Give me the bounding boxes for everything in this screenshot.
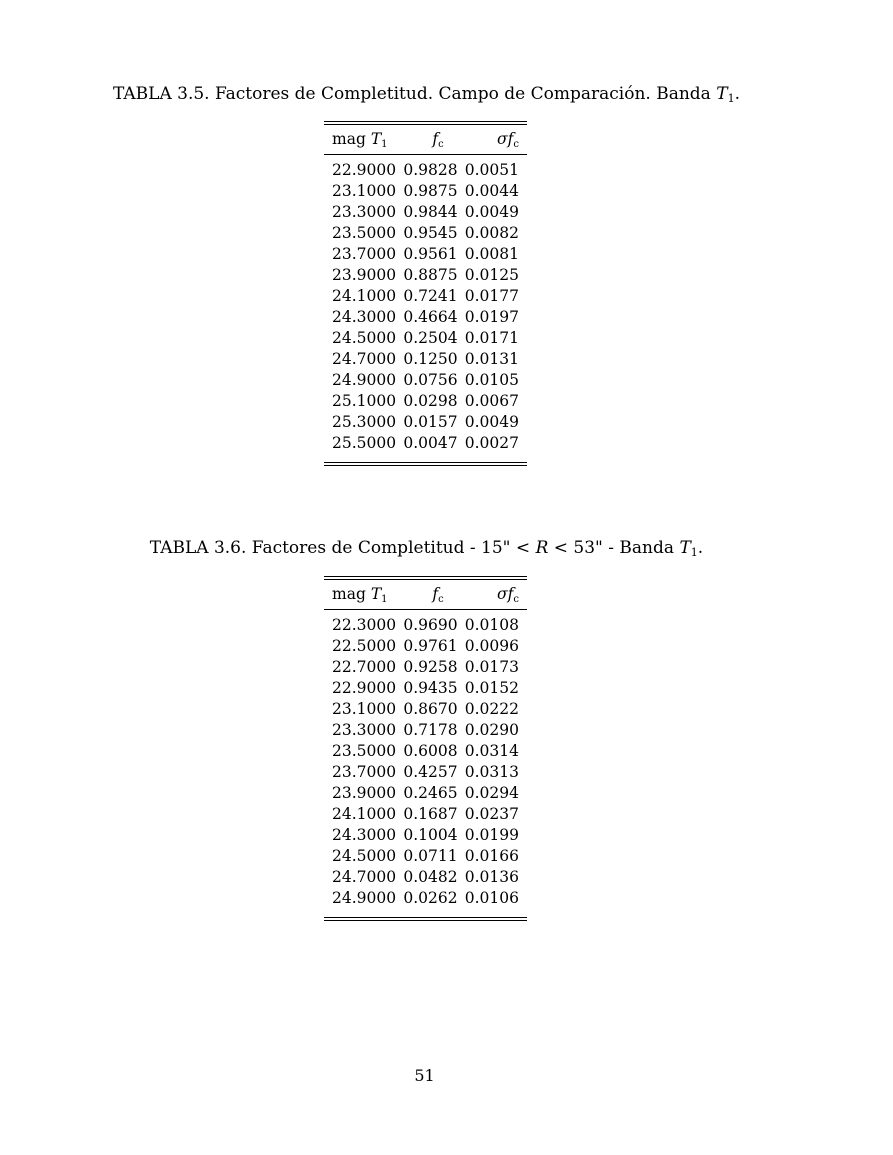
table-row [324, 391, 527, 412]
cell-mag: 23.1000 [332, 700, 397, 718]
table-3-5-band-var: T [716, 84, 728, 104]
table-bottom-rule [324, 462, 527, 466]
cell-sigma-fc: 0.0049 [464, 413, 519, 431]
cell-sigma-fc: 0.0044 [464, 182, 519, 200]
cell-sigma-fc: 0.0049 [464, 203, 519, 221]
cell-fc: 0.6008 [403, 742, 458, 760]
cell-fc: 0.1004 [403, 826, 458, 844]
cell-fc: 0.2465 [403, 784, 458, 802]
page-number: 51 [414, 1066, 435, 1085]
table-row [324, 783, 527, 804]
table-3-5-caption [0, 84, 853, 104]
cell-sigma-fc: 0.0125 [464, 266, 519, 284]
cell-mag: 23.1000 [332, 182, 397, 200]
table-3-6-caption-a: Factores de Completitud - 15" < [251, 538, 531, 558]
cell-mag: 25.1000 [332, 392, 397, 410]
cell-mag: 23.3000 [332, 721, 397, 739]
cell-fc: 0.9875 [403, 182, 458, 200]
table-3-6-caption-b: < 53" - Banda [553, 538, 675, 558]
cell-sigma-fc: 0.0027 [464, 434, 519, 452]
cell-fc: 0.2504 [403, 329, 458, 347]
cell-fc: 0.0047 [403, 434, 458, 452]
table-3-6 [324, 576, 527, 921]
cell-sigma-fc: 0.0290 [464, 721, 519, 739]
cell-sigma-fc: 0.0067 [464, 392, 519, 410]
cell-fc: 0.0262 [403, 889, 458, 907]
cell-mag: 24.9000 [332, 889, 397, 907]
table-3-5-caption-text: Factores de Completitud. Campo de Comparación. Banda [215, 84, 711, 104]
table-3-5-band-sub: 1 [727, 92, 735, 105]
cell-sigma-fc: 0.0081 [464, 245, 519, 263]
table-bottom-rule [324, 917, 527, 921]
cell-sigma-fc: 0.0197 [464, 308, 519, 326]
cell-sigma-fc: 0.0222 [464, 700, 519, 718]
cell-fc: 0.9435 [403, 679, 458, 697]
table-row [324, 181, 527, 202]
cell-sigma-fc: 0.0082 [464, 224, 519, 242]
table-3-6-band-var: T [679, 538, 691, 558]
cell-sigma-fc: 0.0108 [464, 616, 519, 634]
table-3-6-caption-end: . [697, 538, 704, 558]
table-row [324, 307, 527, 328]
cell-mag: 23.3000 [332, 203, 397, 221]
cell-sigma-fc: 0.0237 [464, 805, 519, 823]
table-header-row [324, 580, 527, 609]
cell-mag: 23.9000 [332, 784, 397, 802]
cell-fc: 0.7178 [403, 721, 458, 739]
cell-fc: 0.4664 [403, 308, 458, 326]
cell-mag: 24.3000 [332, 308, 397, 326]
cell-mag: 24.5000 [332, 329, 397, 347]
cell-mag: 22.5000 [332, 637, 397, 655]
table-row [324, 678, 527, 699]
cell-mag: 22.9000 [332, 161, 397, 179]
cell-fc: 0.8670 [403, 700, 458, 718]
table-row [324, 741, 527, 762]
table-row [324, 867, 527, 888]
cell-fc: 0.9844 [403, 203, 458, 221]
cell-mag: 23.7000 [332, 763, 397, 781]
table-row [324, 615, 527, 636]
cell-fc: 0.4257 [403, 763, 458, 781]
table-row [324, 160, 527, 181]
cell-sigma-fc: 0.0314 [464, 742, 519, 760]
header-sigma-fc: $\sigma f_c$ [497, 585, 519, 605]
table-3-6-caption-var: R [535, 538, 549, 558]
cell-sigma-fc: 0.0294 [464, 784, 519, 802]
table-row [324, 888, 527, 909]
cell-mag: 24.1000 [332, 805, 397, 823]
header-fc: $f_c$ [432, 585, 444, 605]
cell-sigma-fc: 0.0177 [464, 287, 519, 305]
table-row [324, 846, 527, 867]
header-fc: $f_c$ [432, 130, 444, 150]
cell-sigma-fc: 0.0105 [464, 371, 519, 389]
cell-fc: 0.9545 [403, 224, 458, 242]
cell-mag: 22.3000 [332, 616, 397, 634]
cell-mag: 22.7000 [332, 658, 397, 676]
table-row [324, 804, 527, 825]
table-row [324, 244, 527, 265]
cell-fc: 0.9561 [403, 245, 458, 263]
cell-mag: 24.7000 [332, 350, 397, 368]
cell-mag: 24.7000 [332, 868, 397, 886]
cell-fc: 0.0756 [403, 371, 458, 389]
table-3-6-label: TABLA 3.6. [149, 538, 247, 558]
cell-mag: 25.5000 [332, 434, 397, 452]
cell-fc: 0.8875 [403, 266, 458, 284]
cell-sigma-fc: 0.0136 [464, 868, 519, 886]
cell-fc: 0.7241 [403, 287, 458, 305]
cell-fc: 0.9761 [403, 637, 458, 655]
cell-sigma-fc: 0.0106 [464, 889, 519, 907]
table-3-6-caption [0, 538, 853, 558]
table-row [324, 202, 527, 223]
cell-sigma-fc: 0.0173 [464, 658, 519, 676]
cell-mag: 25.3000 [332, 413, 397, 431]
cell-mag: 24.1000 [332, 287, 397, 305]
table-3-5 [324, 121, 527, 466]
cell-fc: 0.0157 [403, 413, 458, 431]
table-row [324, 328, 527, 349]
cell-sigma-fc: 0.0096 [464, 637, 519, 655]
cell-sigma-fc: 0.0313 [464, 763, 519, 781]
cell-sigma-fc: 0.0051 [464, 161, 519, 179]
cell-fc: 0.0711 [403, 847, 458, 865]
table-row [324, 412, 527, 433]
cell-sigma-fc: 0.0171 [464, 329, 519, 347]
table-row [324, 433, 527, 454]
cell-fc: 0.0482 [403, 868, 458, 886]
table-row [324, 699, 527, 720]
cell-mag: 22.9000 [332, 679, 397, 697]
cell-mag: 23.5000 [332, 742, 397, 760]
table-row [324, 636, 527, 657]
table-row [324, 223, 527, 244]
table-row [324, 286, 527, 307]
table-3-5-label: TABLA 3.5. [113, 84, 210, 104]
cell-mag: 23.7000 [332, 245, 397, 263]
cell-mag: 24.3000 [332, 826, 397, 844]
cell-fc: 0.1250 [403, 350, 458, 368]
cell-sigma-fc: 0.0131 [464, 350, 519, 368]
cell-mag: 23.5000 [332, 224, 397, 242]
table-row [324, 657, 527, 678]
header-sigma-fc: $\sigma f_c$ [497, 130, 519, 150]
cell-mag: 24.5000 [332, 847, 397, 865]
cell-fc: 0.9828 [403, 161, 458, 179]
cell-fc: 0.9690 [403, 616, 458, 634]
table-row [324, 825, 527, 846]
cell-sigma-fc: 0.0199 [464, 826, 519, 844]
table-row [324, 762, 527, 783]
table-row [324, 370, 527, 391]
header-mag: mag $T_1$ [332, 585, 388, 605]
table-3-6-band-sub: 1 [690, 546, 698, 559]
table-row [324, 720, 527, 741]
cell-mag: 24.9000 [332, 371, 397, 389]
table-header-row [324, 125, 527, 154]
cell-sigma-fc: 0.0152 [464, 679, 519, 697]
table-3-5-caption-end: . [734, 84, 740, 104]
cell-fc: 0.0298 [403, 392, 458, 410]
cell-fc: 0.9258 [403, 658, 458, 676]
cell-mag: 23.9000 [332, 266, 397, 284]
cell-fc: 0.1687 [403, 805, 458, 823]
header-mag: mag $T_1$ [332, 130, 388, 150]
table-row [324, 349, 527, 370]
table-row [324, 265, 527, 286]
cell-sigma-fc: 0.0166 [464, 847, 519, 865]
